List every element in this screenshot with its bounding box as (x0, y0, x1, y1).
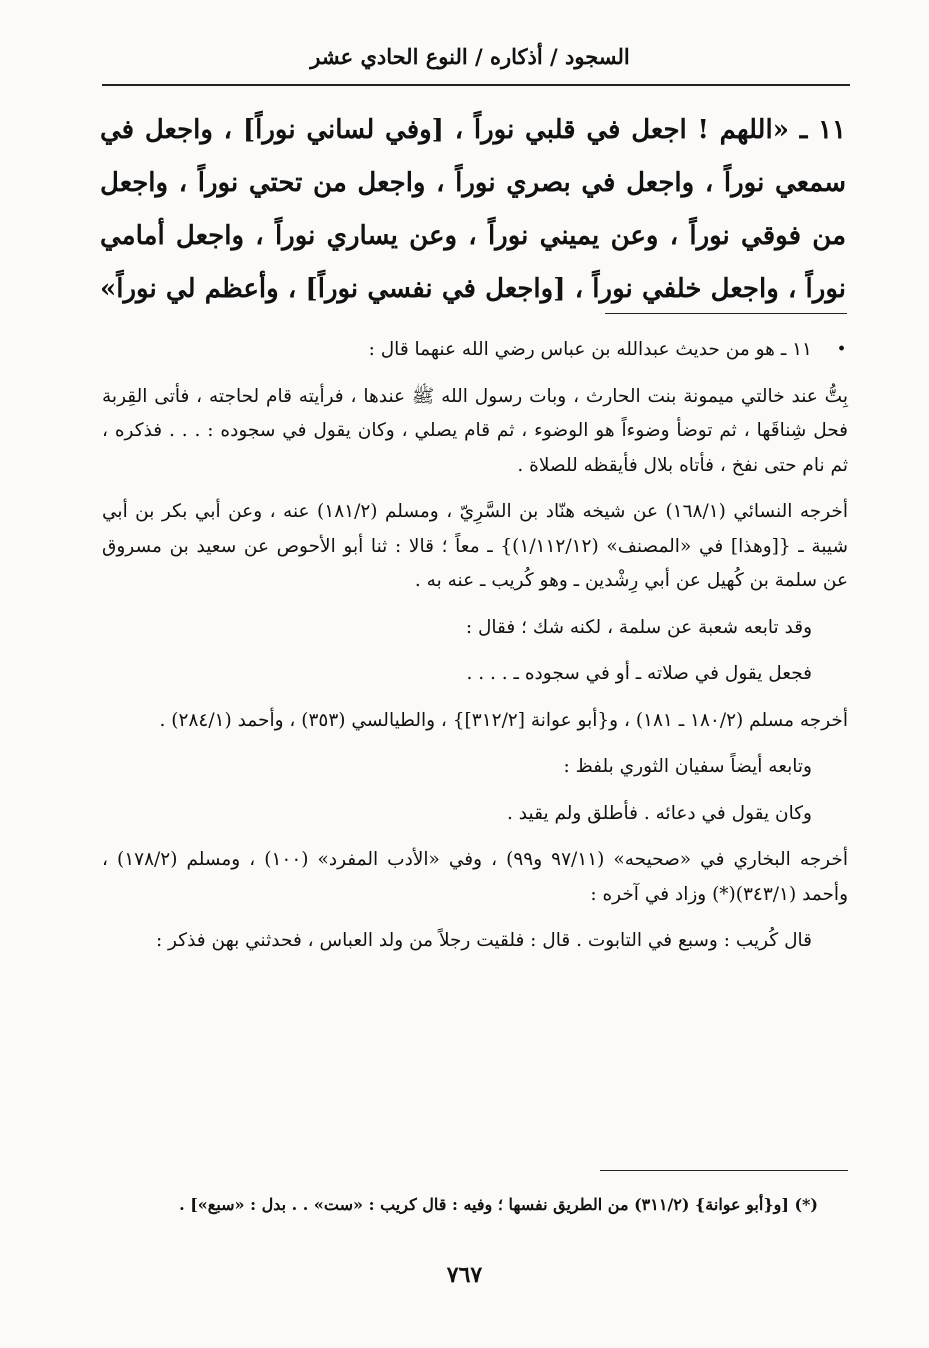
commentary-paragraph: أخرجه البخاري في «صحيحه» (٩٧/١١ و٩٩) ، وفي «الأدب المفرد» (١٠٠) ، ومسلم (١٧٨/٢) ، وأحمد (٣٤٣/١)(*) وزاد في آخره : (102, 849, 848, 905)
commentary-paragraph: أخرجه مسلم (١٨٠/٢ ـ ١٨١) ، و{أبو عوانة [٣١٢/٢]} ، والطيالسي (٣٥٣) ، وأحمد (٢٨٤/١) . (159, 709, 848, 731)
footnote: (*) [و{أبو عوانة} (٣١١/٢) من الطريق نفسها ؛ وفيه : قال كريب : «ست» . . بدل : «سبع»] . (179, 1195, 818, 1214)
commentary-paragraph: وتابعه أيضاً سفيان الثوري بلفظ : (563, 756, 812, 777)
header-divider (102, 84, 850, 86)
hadith-divider (605, 313, 847, 314)
footnote-divider (600, 1170, 848, 1171)
commentary-paragraph: فجعل يقول في صلاته ـ أو في سجوده ـ . . . . (466, 663, 812, 684)
hadith-text: ١١ ـ «اللهم ! اجعل في قلبي نوراً ، [وفي لساني نوراً] ، واجعل في سمعي نوراً ، واجعل في بصري نوراً ، واجعل من تحتي نوراً ، واجعل من فوقي نوراً ، وعن يميني نوراً ، وعن يساري نوراً ، واجعل أمامي نوراً ، واجعل خلفي نوراً ، [واجعل في نفسي نوراً] ، وأعظم لي نوراً» . (100, 115, 847, 357)
commentary-paragraph: أخرجه النسائي (١٦٨/١) عن شيخه هنّاد بن السَّرِيّ ، ومسلم (١٨١/٢) عنه ، وعن أبي بكر بن أبي شيبة ـ {[وهذا] في «المصنف» (١/١١٢/١٢)} ـ معاً ؛ قالا : ثنا أبو الأحوص عن سعيد بن مسروق عن سلمة بن كُهيل عن أبي رِشْدين ـ وهو كُريب ـ عنه به . (102, 501, 849, 591)
commentary-paragraph: بِتُّ عند خالتي ميمونة بنت الحارث ، وبات رسول الله ﷺ عندها ، فرأيته قام لحاجته ، فأتى القِربة فحل شِناقَها ، ثم توضأ وضوءاً هو الوضوء ، ثم قام يصلي ، وكان يقول في سجوده : . . . فذكره ، ثم نام حتى نفخ ، فأتاه بلال فأيقظه للصلاة . (102, 385, 848, 476)
commentary-paragraph: وكان يقول في دعائه . فأطلق ولم يقيد . (507, 802, 812, 824)
commentary-paragraph: ١١ ـ هو من حديث عبدالله بن عباس رضي الله عنهما قال : (368, 339, 812, 360)
commentary-paragraph: وقد تابعه شعبة عن سلمة ، لكنه شك ؛ فقال : (465, 616, 812, 638)
commentary-paragraph: قال كُريب : وسبع في التابوت . قال : فلقيت رجلاً من ولد العباس ، فحدثني بهن فذكر : (155, 930, 812, 951)
page-number: ٧٦٧ (446, 1262, 483, 1288)
running-header: السجود / أذكاره / النوع الحادي عشر (310, 44, 630, 69)
commentary-section (102, 333, 848, 971)
